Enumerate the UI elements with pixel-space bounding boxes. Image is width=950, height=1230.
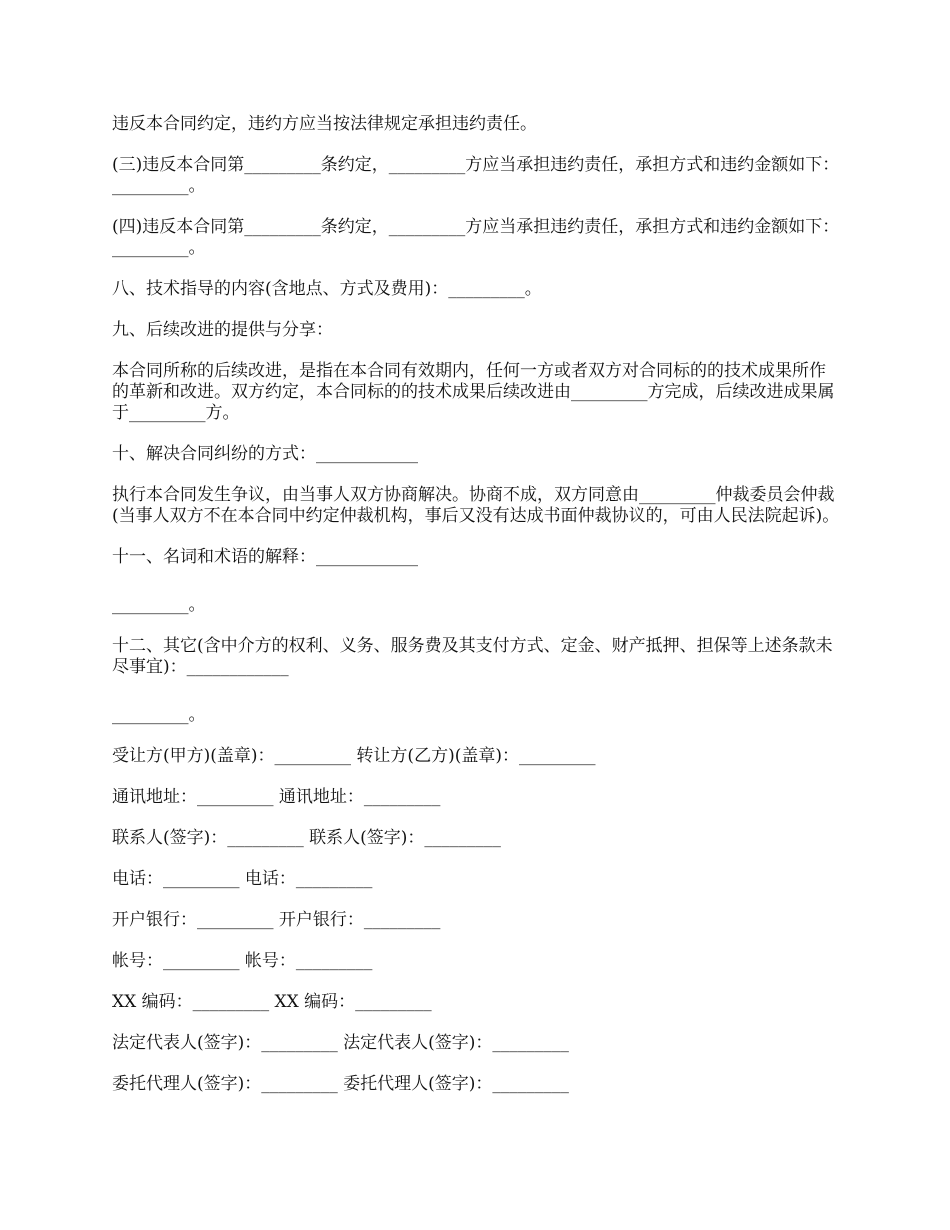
section-8-technical-guidance: 八、技术指导的内容(含地点、方式及费用)：_________。 [112,279,542,299]
document-page [112,114,840,1115]
signature-seal-line: 受让方(甲方)(盖章)：_________ 转让方(乙方)(盖章)：_________ [112,746,596,766]
section-12-blank: _________。 [112,705,206,725]
signature-code-line: XX 编码：_________ XX 编码：_________ [112,992,432,1012]
section-9-heading: 九、后续改进的提供与分享： [112,320,333,340]
section-10-body: 执行本合同发生争议，由当事人双方协商解决。协商不成，双方同意由_________仲裁委员会仲裁(当事人双方不在本合同中约定仲裁机构，事后又没有达成书面仲裁协议的，可由人民法院起诉)。 [112,485,840,526]
signature-account-line: 帐号：_________ 帐号：_________ [112,951,373,971]
signature-legal-rep-line: 法定代表人(签字)：_________ 法定代表人(签字)：_________ [112,1033,569,1053]
paragraph-breach-liability: 违反本合同约定，违约方应当按法律规定承担违约责任。 [112,114,537,134]
section-11-heading: 十一、名词和术语的解释：____________ [112,547,418,567]
signature-contact-line: 联系人(签字)：_________ 联系人(签字)：_________ [112,828,501,848]
signature-phone-line: 电话：_________ 电话：_________ [112,869,373,889]
section-12-heading: 十二、其它(含中介方的权利、义务、服务费及其支付方式、定金、财产抵押、担保等上述条款未尽事宜)：____________ [112,636,833,677]
signature-address-line: 通讯地址：_________ 通讯地址：_________ [112,787,441,807]
signature-agent-line: 委托代理人(签字)：_________ 委托代理人(签字)：_________ [112,1074,569,1094]
paragraph-breach-clause-3: (三)违反本合同第_________条约定，_________方应当承担违约责任，承担方式和违约金额如下：_________。 [112,155,840,196]
signature-bank-line: 开户银行：_________ 开户银行：_________ [112,910,441,930]
section-10-heading: 十、解决合同纠纷的方式：____________ [112,444,418,464]
section-9-body: 本合同所称的后续改进，是指在本合同有效期内，任何一方或者双方对合同标的的技术成果所作的革新和改进。双方约定，本合同标的的技术成果后续改进由_________方完成，后续改进成果属于_________方。 [112,361,835,423]
section-11-blank: _________。 [112,595,206,615]
paragraph-breach-clause-4: (四)违反本合同第_________条约定，_________方应当承担违约责任，承担方式和违约金额如下：_________。 [112,217,840,258]
